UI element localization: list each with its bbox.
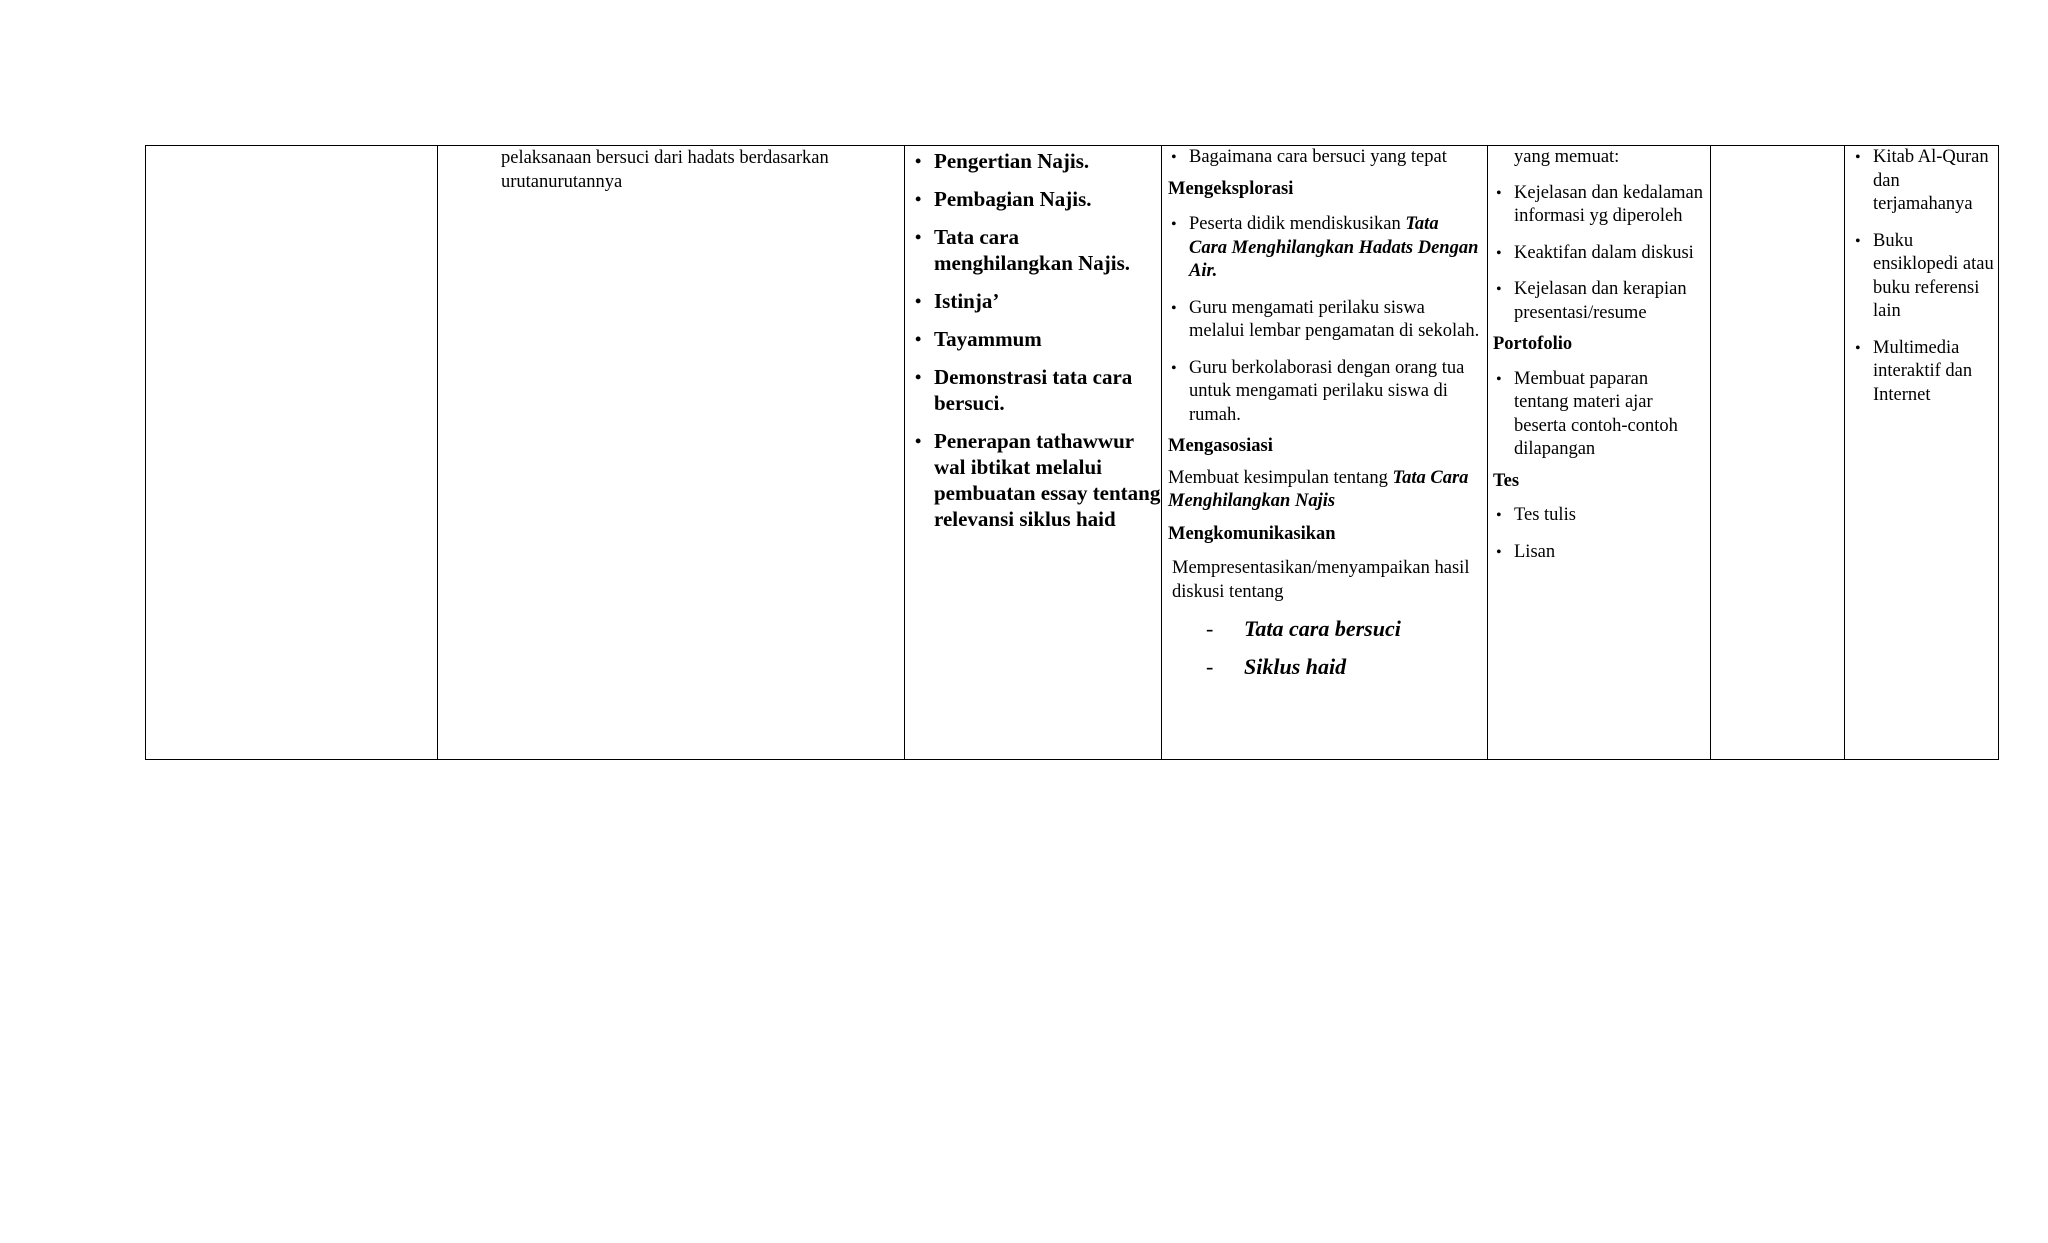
text-emphasis: Tata Cara Menghilangkan Najis bbox=[1168, 467, 1469, 511]
list-item bbox=[1168, 213, 1481, 284]
heading-portofolio: Portofolio bbox=[1493, 334, 1573, 354]
item-text: Peserta didik mendiskusikan bbox=[1189, 214, 1406, 234]
list-item: • Keaktifan dalam diskusi bbox=[1493, 242, 1704, 266]
heading-mengkomunikasikan: Mengkomunikasikan bbox=[1168, 523, 1336, 544]
dash-bullet: - bbox=[1206, 654, 1214, 679]
list-item: • Tayammum bbox=[915, 326, 1161, 352]
mengasosiasi-text bbox=[1168, 467, 1481, 514]
penilaian-list bbox=[1493, 182, 1704, 326]
materi-list bbox=[905, 148, 1161, 532]
list-item: • Kitab Al-Quran dan terjamahanya bbox=[1852, 146, 1994, 217]
list-item: • Buku ensiklopedi atau buku referensi lain bbox=[1852, 230, 1994, 324]
list-item: • Tes tulis bbox=[1493, 504, 1704, 528]
cell-sumber bbox=[1845, 146, 1999, 760]
cell-indicator bbox=[438, 146, 905, 760]
heading-tes: Tes bbox=[1493, 470, 1520, 491]
portofolio-list bbox=[1493, 368, 1704, 462]
heading-mengasosiasi: Mengasosiasi bbox=[1168, 436, 1273, 456]
table-row bbox=[146, 146, 1999, 760]
mengeksplorasi-list bbox=[1168, 213, 1481, 427]
list-item: • Multimedia interaktif dan Internet bbox=[1852, 337, 1994, 408]
list-item: • Kejelasan dan kedalaman informasi yg diperoleh bbox=[1493, 182, 1704, 229]
intro-list bbox=[1168, 146, 1481, 170]
indicator-text: pelaksanaan bersuci dari hadats berdasarkan urutanurutannya bbox=[501, 148, 829, 192]
topic-item bbox=[1168, 616, 1481, 642]
tes-list bbox=[1493, 504, 1704, 564]
list-item: • Lisan bbox=[1493, 541, 1704, 565]
list-item: • Penerapan tathawwur wal ibtikat melalui pembuatan essay tentang relevansi siklus haid bbox=[915, 428, 1161, 532]
cell-empty-1 bbox=[146, 146, 438, 760]
list-item: • Guru berkolaborasi dengan orang tua untuk mengamati perilaku siswa di rumah. bbox=[1168, 357, 1481, 428]
cell-empty-6 bbox=[1711, 146, 1845, 760]
cell-kegiatan bbox=[1162, 146, 1488, 760]
list-item: • Istinja’ bbox=[915, 288, 1161, 314]
list-item: • Guru mengamati perilaku siswa melalui lembar pengamatan di sekolah. bbox=[1168, 297, 1481, 344]
topic-text: Siklus haid bbox=[1244, 654, 1347, 679]
sumber-list bbox=[1852, 146, 1994, 407]
topic-item bbox=[1168, 654, 1481, 680]
list-item: • Pengertian Najis. bbox=[915, 148, 1161, 174]
cell-materi bbox=[905, 146, 1162, 760]
penilaian-intro: yang memuat: bbox=[1514, 147, 1620, 167]
list-item: • Demonstrasi tata cara bersuci. bbox=[915, 364, 1161, 416]
text-part: Membuat kesimpulan tentang bbox=[1168, 467, 1393, 488]
list-item: • Tata cara menghilangkan Najis. bbox=[915, 224, 1161, 276]
mengkomunikasikan-text: Mempresentasikan/menyampaikan hasil diskusi tentang bbox=[1172, 558, 1470, 602]
topic-text: Tata cara bersuci bbox=[1244, 616, 1401, 641]
cell-penilaian bbox=[1488, 146, 1711, 760]
dash-bullet: - bbox=[1206, 616, 1214, 641]
item-emphasis: Tata Cara Menghilangkan Hadats Dengan Air. bbox=[1189, 214, 1479, 281]
heading-mengeksplorasi: Mengeksplorasi bbox=[1168, 178, 1294, 199]
list-item: • Pembagian Najis. bbox=[915, 186, 1161, 212]
syllabus-table bbox=[145, 145, 1999, 760]
list-item: • Bagaimana cara bersuci yang tepat bbox=[1168, 146, 1481, 170]
list-item: • Membuat paparan tentang materi ajar beserta contoh-contoh dilapangan bbox=[1493, 368, 1704, 462]
list-item: • Kejelasan dan kerapian presentasi/resume bbox=[1493, 278, 1704, 325]
